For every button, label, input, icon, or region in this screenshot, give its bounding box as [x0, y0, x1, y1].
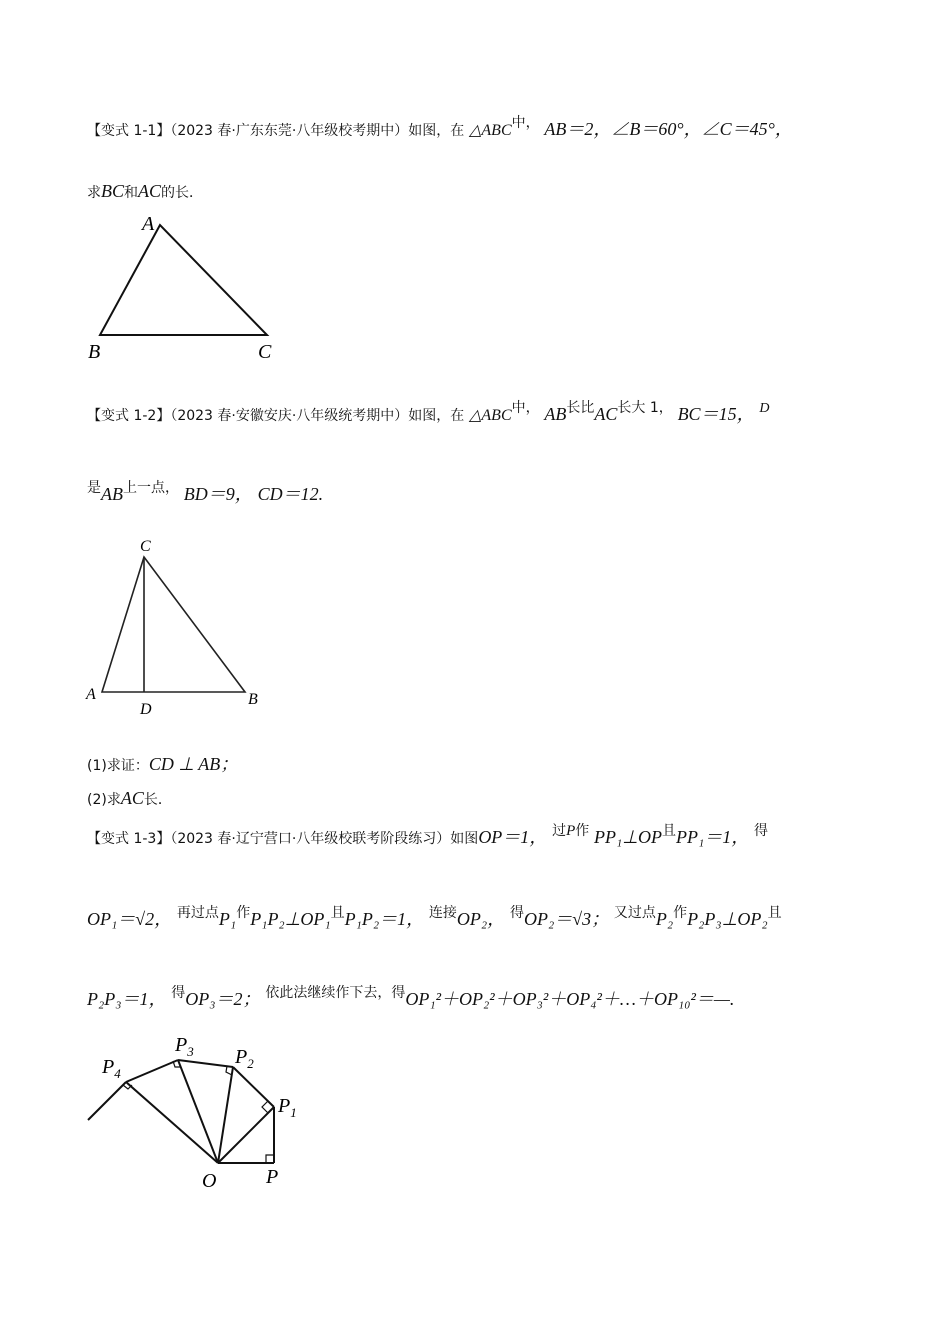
q3-get2: 得: [509, 905, 524, 921]
q3-p1p2: P₁P₂⊥OP₁: [250, 909, 331, 929]
q2-on: 上一点，: [123, 480, 179, 496]
q2-sub2-pre: (2)求: [87, 792, 121, 808]
q3-label-p3: $P_3$: [175, 1034, 194, 1059]
q2-sub1-expr: CD ⊥ AB；: [148, 754, 239, 774]
q1-bc: BC: [101, 181, 125, 201]
q2-label-a: A: [86, 686, 96, 703]
q3-label-p1: $P_1$: [278, 1095, 297, 1120]
q3-make: 作: [575, 823, 590, 839]
q3-op2v: OP₂＝√3；: [523, 909, 610, 929]
q2-sub2-post: 长．: [143, 792, 172, 808]
q2-line1: [87, 400, 770, 424]
q2-mid: 中，: [511, 400, 540, 416]
q3-line1: [87, 823, 768, 847]
q3-figure: [80, 1025, 320, 1200]
q2-line2: [87, 480, 324, 504]
q1-label-b: B: [88, 341, 101, 363]
q2-triangle: △ABC: [469, 407, 512, 424]
q2-ab: AB: [544, 404, 567, 424]
q3-get3: 得: [171, 985, 186, 1001]
q3-via: 过: [552, 823, 567, 839]
q3-line3: [87, 985, 735, 1009]
q1-line2: [87, 182, 203, 200]
q1-ac: AC: [138, 181, 162, 201]
q2-d: D: [759, 401, 770, 416]
q3-op1: OP₁＝√2，: [87, 909, 173, 929]
q2-cd: CD＝12.: [257, 484, 324, 504]
q3-make2: 作: [236, 905, 251, 921]
q1-triangle: △ABC: [469, 122, 512, 139]
q1-post: 的长．: [161, 185, 204, 201]
q2-label-d: D: [140, 701, 152, 718]
q1-label-a: A: [142, 213, 155, 235]
q3-again: 再过点: [176, 905, 219, 921]
q3-p1: P₁: [218, 909, 237, 929]
q3-label-p: P: [266, 1166, 279, 1188]
q3-p: P: [566, 823, 576, 839]
q3-p2: P₂: [655, 909, 674, 929]
q1-tag: 【变式 1-1】: [87, 123, 171, 139]
q3-source: （2023 春·辽宁营口·八年级校联考阶段练习）如图: [170, 831, 479, 847]
q2-ac: AC: [594, 404, 618, 424]
q3-tag: 【变式 1-3】: [87, 831, 171, 847]
q2-sub2-ac: AC: [120, 788, 144, 808]
q1-given: AB＝2，∠B＝60°，∠C＝45°，: [544, 119, 793, 139]
q2-bigger: 长大 1，: [617, 400, 673, 416]
q1-figure: [80, 205, 300, 365]
q3-p2p3v: P₂P₃＝1，: [87, 989, 167, 1009]
q2-sub1-pre: (1)求证：: [87, 758, 149, 774]
q3-connect: 连接: [428, 905, 457, 921]
q1-mid: 中，: [511, 115, 540, 131]
q3-p2p3: P₂P₃⊥OP₂: [687, 909, 768, 929]
q3-get: 得: [754, 823, 768, 839]
q3-continue: 依此法继续作下去，得: [265, 985, 406, 1001]
q3-and2: 且: [330, 905, 345, 921]
q1-and: 和: [124, 185, 139, 201]
q2-label-c: C: [140, 538, 151, 555]
q2-bc: BC＝15，: [677, 404, 755, 424]
q3-and: 且: [661, 823, 676, 839]
q3-p1p2v: P₁P₂＝1，: [344, 909, 425, 929]
q3-op3: OP₃＝2；: [185, 989, 261, 1009]
q3-make3: 作: [673, 905, 688, 921]
q2-label-b: B: [248, 691, 258, 708]
q3-sum: OP₁²＋OP₂²＋OP₃²＋OP₄²＋…＋OP₁₀²＝—.: [405, 989, 735, 1009]
q1-ask: 求: [87, 185, 101, 201]
q2-bd: BD＝9，: [183, 484, 253, 504]
q2-sub1: [87, 755, 238, 773]
q2-is: 是: [87, 480, 101, 496]
q1-label-c: C: [258, 341, 272, 363]
q3-label-p4: $P_4$: [102, 1056, 121, 1081]
q3-and3: 且: [767, 905, 782, 921]
q3-label-o: O: [202, 1170, 217, 1192]
q3-op2: OP₂，: [456, 909, 506, 929]
q3-line2: [87, 905, 782, 929]
q3-again2: 又过点: [613, 905, 656, 921]
q3-pp1: PP₁⊥OP: [594, 827, 662, 847]
q2-sub2: [87, 789, 172, 807]
q3-label-p2: $P_2$: [235, 1046, 254, 1071]
q3-pp1v: PP₁＝1，: [675, 827, 750, 847]
q2-ab2: AB: [101, 484, 123, 504]
q1-line1: [87, 115, 793, 139]
q2-longer: 长比: [566, 400, 595, 416]
q2-source: （2023 春·安徽安庆·八年级统考期中）如图，在: [170, 408, 465, 424]
q2-figure: [80, 530, 280, 720]
q3-op: OP＝1，: [478, 827, 548, 847]
q2-tag: 【变式 1-2】: [87, 408, 171, 424]
q1-source: （2023 春·广东东莞·八年级校考期中）如图，在: [170, 123, 465, 139]
